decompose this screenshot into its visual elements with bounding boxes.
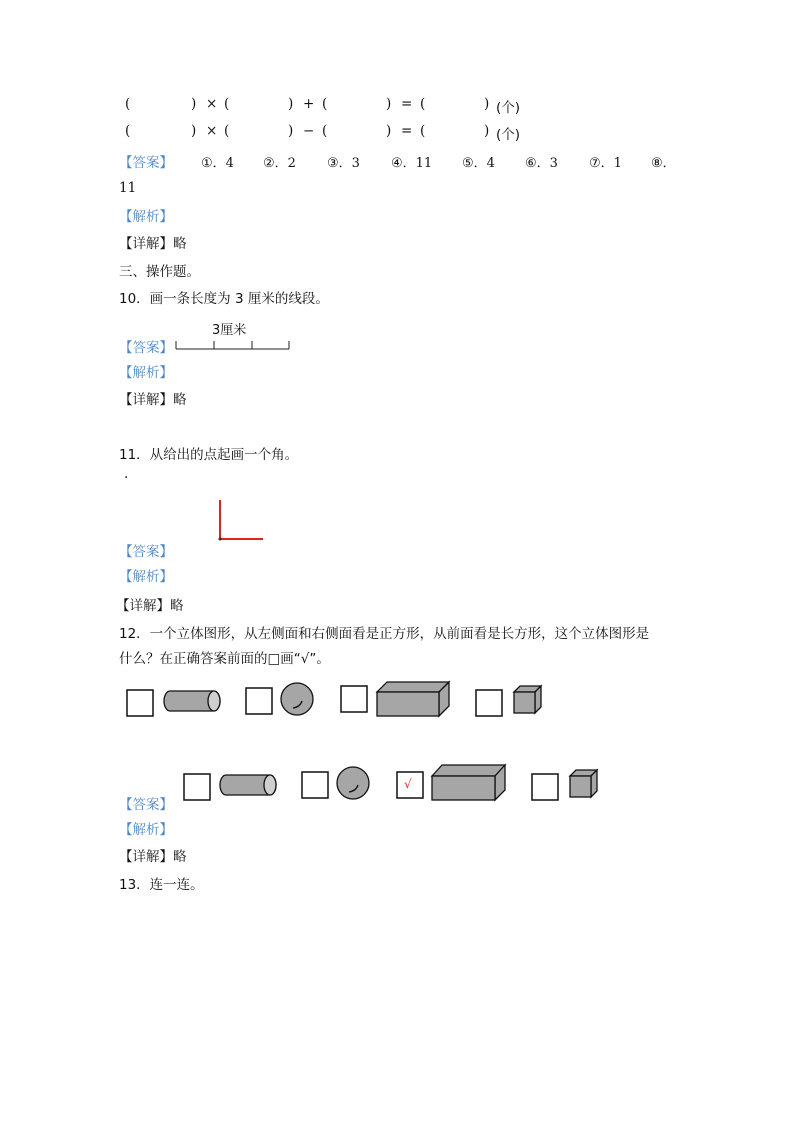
unit-label: (个): [496, 127, 521, 143]
operator: −: [303, 123, 315, 139]
question-13: 13．连一连。: [119, 877, 204, 893]
checkbox[interactable]: [184, 774, 210, 800]
cuboid-icon: [432, 765, 505, 800]
question-11: 11．从给出的点起画一个角。: [119, 447, 299, 463]
answer-item: ②．2: [263, 156, 296, 171]
question-10: 10．画一条长度为 3 厘米的线段。: [119, 291, 329, 307]
cube-icon: [570, 770, 597, 797]
ruler-label: 3厘米: [212, 323, 247, 338]
operator: +: [303, 96, 315, 112]
answer-item: ①．4: [201, 156, 234, 171]
paren-close: ): [288, 96, 294, 112]
answer-wrap: 11: [119, 180, 137, 196]
paren-open: (: [420, 96, 426, 112]
answer-item: ④．11: [391, 156, 433, 171]
checkbox[interactable]: [302, 772, 328, 798]
cylinder-icon: [220, 775, 276, 795]
paren-close: ): [386, 123, 392, 139]
detail-label: 【详解】略: [119, 849, 187, 865]
answer-item: ⑧．: [651, 156, 676, 171]
answer-item: ③．3: [327, 156, 360, 171]
equals: =: [401, 123, 413, 139]
paren-open: (: [420, 123, 426, 139]
analysis-label: 【解析】: [119, 822, 173, 838]
question-12-line-1: 12．一个立体图形，从左侧面和右侧面看是正方形，从前面看是长方形，这个立体图形是: [119, 626, 650, 642]
paren-close: ): [386, 96, 392, 112]
sphere-icon: [337, 767, 369, 799]
start-dot: .: [124, 466, 129, 482]
answer-item: ⑥．3: [525, 156, 558, 171]
analysis-label: 【解析】: [119, 569, 173, 585]
paren-open: (: [322, 123, 328, 139]
detail-label: 【详解】略: [119, 236, 187, 252]
paren-open: (: [125, 96, 131, 112]
answer-item: ⑤．4: [462, 156, 495, 171]
analysis-label: 【解析】: [119, 365, 173, 381]
paren-close: ): [191, 123, 197, 139]
paren-close: ): [191, 96, 197, 112]
question-12-line-2: 什么？在正确答案前面的□画“√”。: [119, 651, 330, 667]
section-title: 三、操作题。: [119, 264, 200, 280]
paren-open: (: [224, 123, 230, 139]
operator: ×: [206, 123, 218, 139]
paren-close: ): [288, 123, 294, 139]
paren-close: ): [484, 123, 490, 139]
operator: ×: [206, 96, 218, 112]
detail-label: 【详解】略: [119, 392, 187, 408]
answer-item: ⑦．1: [589, 156, 622, 171]
equals: =: [401, 96, 413, 112]
answer-label: 【答案】: [119, 155, 173, 171]
answer-label: 【答案】: [119, 340, 173, 356]
checkbox[interactable]: [532, 774, 558, 800]
unit-label: (个): [496, 100, 521, 116]
answer-label: 【答案】: [119, 544, 173, 560]
check-mark: √: [404, 777, 412, 791]
paren-open: (: [322, 96, 328, 112]
analysis-label: 【解析】: [119, 209, 173, 225]
paren-close: ): [484, 96, 490, 112]
paren-open: (: [224, 96, 230, 112]
paren-open: (: [125, 123, 131, 139]
answer-label: 【答案】: [119, 797, 173, 813]
detail-label: 【详解】略: [116, 598, 184, 614]
